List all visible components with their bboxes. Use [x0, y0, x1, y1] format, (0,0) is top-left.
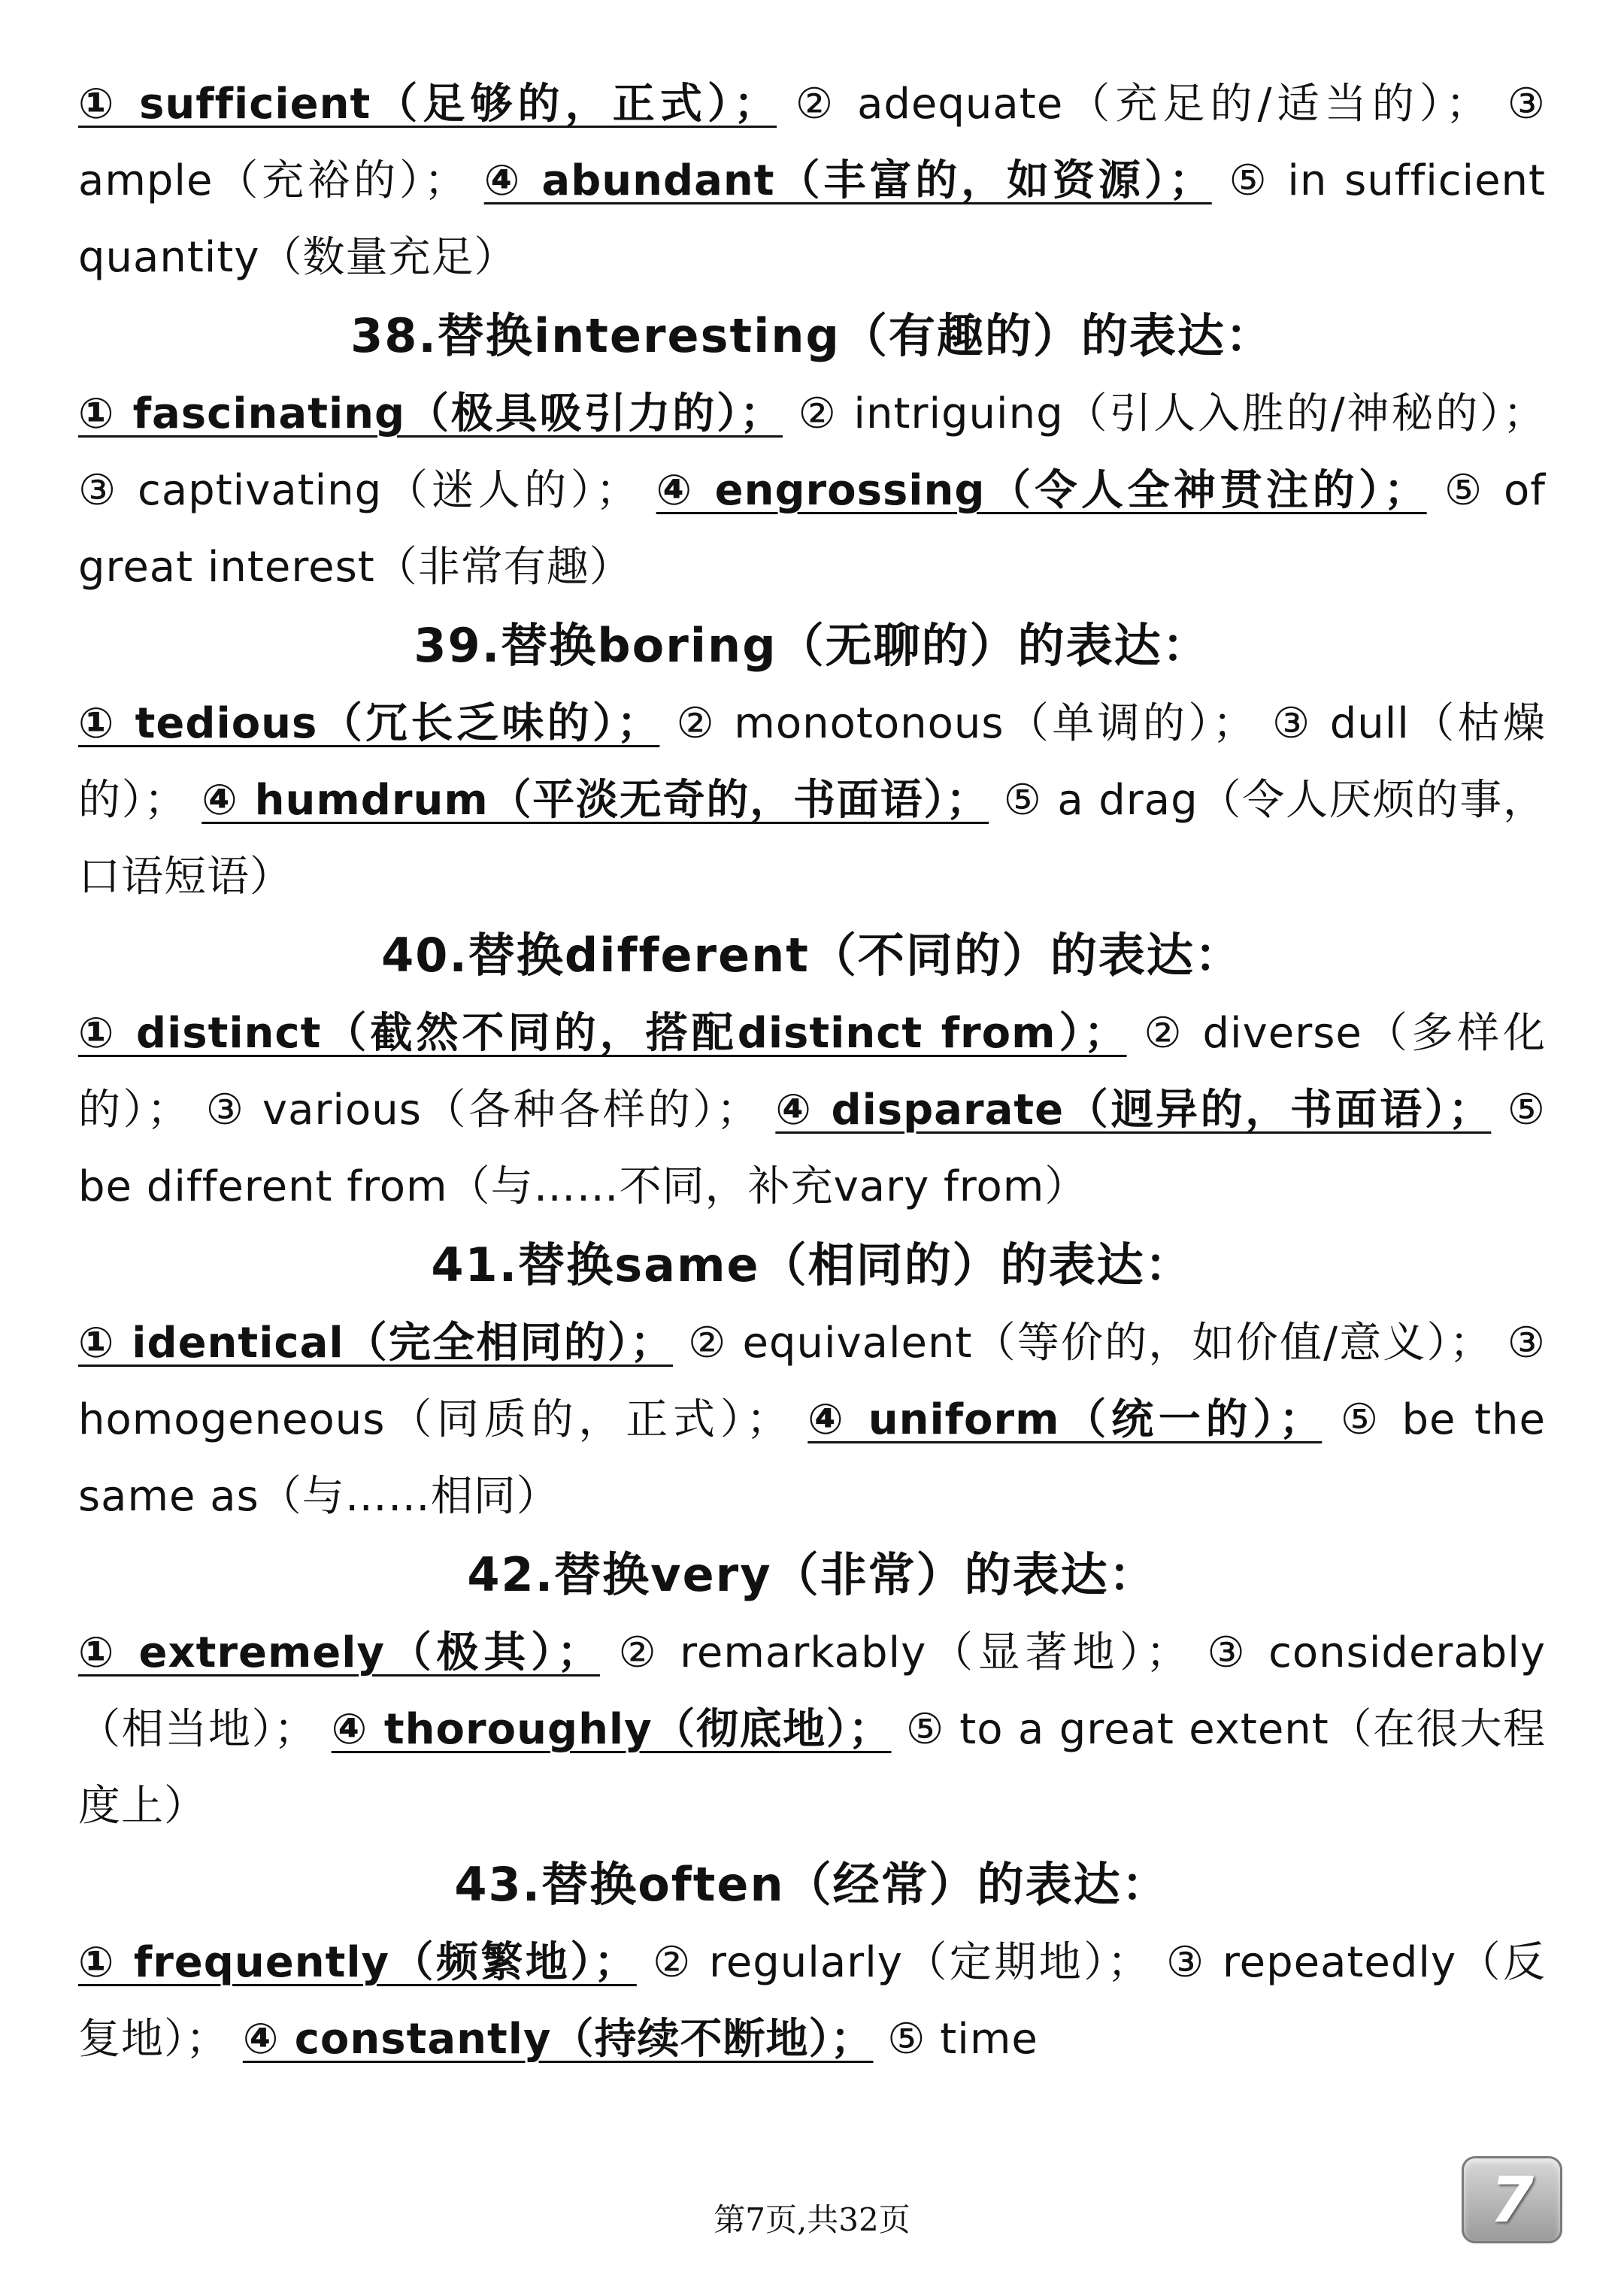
list-item: ⑤ of great interest（非常有趣）: [78, 466, 1547, 592]
list-item: ③ various（各种各样的）；: [205, 1086, 759, 1134]
list-item: ④ humdrum（平淡无奇的，书面语）；: [201, 776, 989, 825]
list-item: ⑤ be the same as（与……相同）: [78, 1395, 1546, 1521]
list-item: ④ constantly（持续不断地）；: [242, 2015, 874, 2064]
list-item: ① fascinating（极具吸引力的）；: [78, 389, 783, 438]
section-title-42: 42.替换very（非常）的表达：: [467, 1547, 1157, 1602]
page-number-badge: [1462, 2156, 1562, 2243]
list-item: ③ homogeneous（同质的，正式）；: [78, 1319, 1546, 1444]
intro-item-4: ④ abundant（丰富的，如资源）；: [483, 156, 1212, 205]
list-item: ③ repeatedly（反复地）；: [78, 1938, 1546, 2064]
section-title-41: 41.替换same（相同的）的表达：: [431, 1237, 1193, 1292]
intro-item-5: ⑤ in sufficient quantity（数量充足）: [78, 156, 1547, 282]
intro-item-1: ① sufficient（足够的，正式）；: [78, 80, 777, 129]
page-footer: [0, 2195, 1624, 2240]
list-item: ⑤ a drag（令人厌烦的事，口语短语）: [78, 776, 1546, 901]
list-item: ④ engrossing（令人全神贯注的）；: [656, 466, 1427, 515]
section-title-39: 39.替换boring（无聊的）的表达：: [414, 618, 1210, 673]
intro-item-2: ② adequate（充足的/适当的）；: [795, 80, 1489, 129]
section-paragraph-42: [78, 1615, 1546, 1845]
list-item: ② diverse（多样化的）；: [78, 1009, 1546, 1134]
list-item: ③ captivating（迷人的）；: [78, 466, 639, 515]
list-item: ② remarkably（显著地）；: [618, 1628, 1189, 1677]
list-item: ② regularly（定期地）；: [653, 1938, 1150, 1987]
section-title-40: 40.替换different（不同的）的表达：: [381, 928, 1243, 983]
list-item: ④ thoroughly（彻底地）；: [331, 1705, 892, 1754]
list-item: ② monotonous（单调的）；: [676, 699, 1256, 748]
section-paragraph-38: [78, 376, 1546, 606]
list-item: ① extremely（极其）；: [78, 1628, 600, 1677]
intro-paragraph: [78, 66, 1546, 296]
list-item: ② equivalent（等价的，如价值/意义）；: [688, 1319, 1492, 1368]
section-paragraph-41: [78, 1305, 1546, 1535]
document-body: [78, 66, 1546, 2078]
list-item: ⑤ be different from（与……不同，补充vary from）: [78, 1086, 1546, 1211]
intro-item-3: ③ ample（充裕的）；: [78, 80, 1546, 205]
section-paragraph-40: [78, 995, 1546, 1225]
section-paragraph-43: [78, 1925, 1546, 2078]
section-title-43: 43.替换often（经常）的表达：: [454, 1857, 1170, 1912]
list-item: ③ dull（枯燥的）；: [78, 699, 1546, 825]
list-item: ⑤ to a great extent（在很大程度上）: [78, 1705, 1546, 1831]
list-item: ① distinct（截然不同的，搭配distinct from）；: [78, 1009, 1127, 1058]
section-paragraph-39: [78, 686, 1546, 916]
list-item: ④ disparate（迥异的，书面语）；: [775, 1086, 1492, 1134]
list-item: ① frequently（频繁地）；: [78, 1938, 637, 1987]
list-item: ② intriguing（引人入胜的/神秘的）；: [798, 389, 1547, 438]
list-item: ④ uniform（统一的）；: [807, 1395, 1323, 1444]
list-item: ③ considerably（相当地）；: [78, 1628, 1546, 1754]
list-item: ① identical（完全相同的）；: [78, 1319, 674, 1368]
section-title-38: 38.替换interesting（有趣的）的表达：: [350, 308, 1274, 363]
page-number-badge-text: 7: [1489, 2163, 1535, 2237]
list-item: ① tedious（冗长乏味的）；: [78, 699, 660, 748]
list-item: ⑤ time: [887, 2015, 1038, 2064]
page-number-label: 第7页,共32页: [714, 2201, 910, 2238]
